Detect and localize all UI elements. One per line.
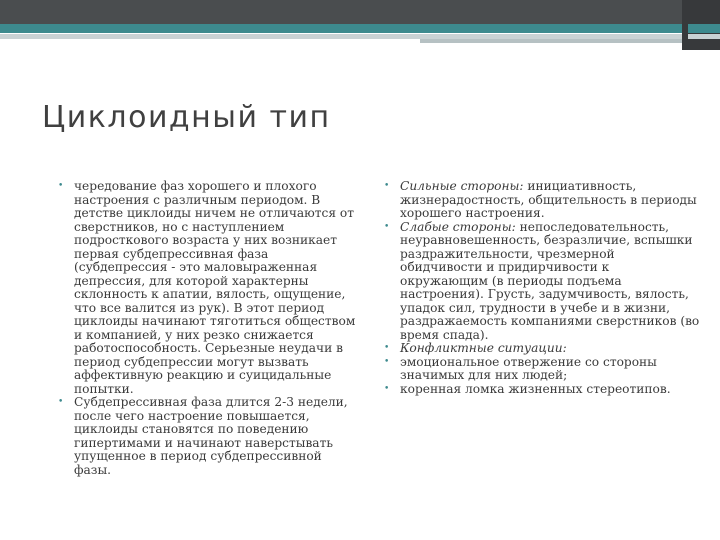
bullet-icon: • — [384, 221, 390, 232]
light-stripe-short — [420, 39, 682, 43]
list-item — [384, 383, 700, 397]
bullet-icon: • — [58, 397, 64, 407]
list-item-label: Сильные стороны: — [400, 179, 524, 193]
list-item — [384, 356, 700, 383]
list-item-text: коренная ломка жизненных стереотипов. — [400, 381, 671, 396]
list-item-text: чередование фаз хорошего и плохого настроения с различным периодом. В детстве циклоиды ничем не отличаются от сверстников, но с наступлением подросткового возраста у них возникает первая субдепрессивная фаза (субдепрессия - это маловыраженная депрессия, для которой характерны склонность к апатии, вялость, ощущение, что все валится из рук). В этот период циклоиды начинают тяготиться обществом и компанией, у них резко снижается работоспособность. Серьезные неудачи в период субдепрессии могут вызвать аффективную реакцию и суицидальные попытки. — [74, 179, 356, 396]
list-item-weaknesses — [384, 221, 700, 343]
list-item-strengths — [384, 180, 700, 221]
teal-accent-bar — [0, 24, 682, 33]
bullet-icon: • — [384, 181, 390, 191]
teal-accent-bar-right — [688, 24, 720, 33]
bullet-icon: • — [384, 343, 390, 353]
top-dark-bar — [0, 0, 720, 24]
list-item-conflicts — [384, 342, 700, 356]
left-bullet-list — [58, 180, 358, 477]
list-item — [58, 180, 358, 396]
list-item-text: Субдепрессивная фаза длится 2-3 недели, после чего настроение повышается, циклоиды становятся по поведению гипертимами и начинают наверстывать упущенное в период субдепрессивной фазы. — [74, 395, 348, 477]
bullet-icon: • — [384, 383, 390, 394]
list-item — [58, 396, 358, 477]
list-item-text: непоследовательность, неуравновешенность, безразличие, вспышки раздражительности, чрезмерной обидчивости и придирчивости к окружающим (в периоды подъема настроения). Грусть, задумчивость, вялость, упадок сил, трудности в учебе и в жизни, раздражаемость компаниями сверстников (во время спада). — [400, 219, 700, 342]
right-bullet-list — [384, 180, 700, 396]
bullet-icon: • — [384, 356, 390, 367]
list-item-label: Конфликтные ситуации: — [400, 341, 567, 355]
slide-title: Циклоидный тип — [42, 100, 331, 135]
list-item-label: Слабые стороны: — [400, 219, 516, 234]
light-stripe-right — [688, 34, 720, 39]
bullet-icon: • — [58, 181, 64, 191]
list-item-text: эмоциональное отвержение со стороны значимых для них людей; — [400, 354, 657, 382]
list-item-text: инициативность, жизнерадостность, общительность в периоды хорошего настроения. — [400, 179, 697, 220]
